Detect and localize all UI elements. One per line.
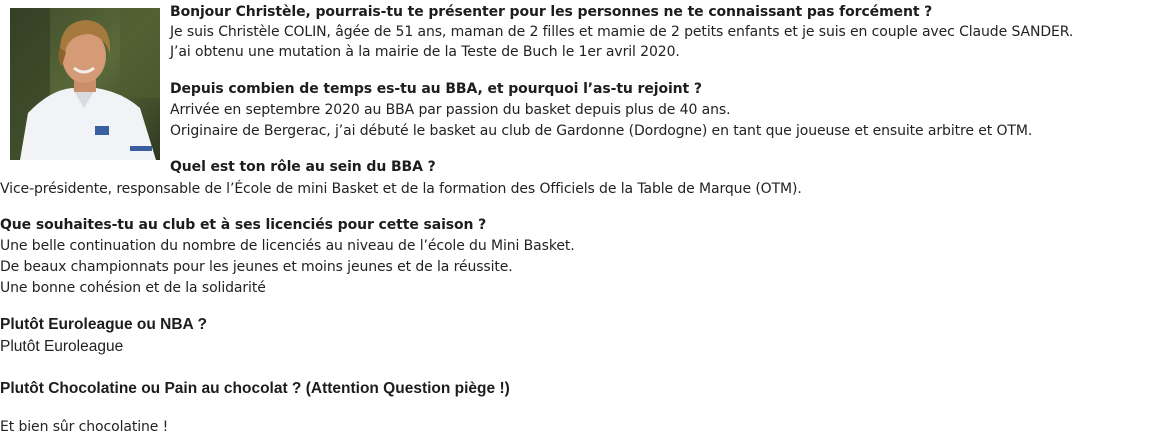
intro-answer-line-2: J’ai obtenu une mutation à la mairie de la Teste de Buch le 1er avril 2020.: [170, 44, 680, 60]
intro-question: Bonjour Christèle, pourrais-tu te présenter pour les personnes ne te connaissant pas forcément ?: [170, 4, 933, 20]
wishes-answer-line-3: Une bonne cohésion et de la solidarité: [0, 280, 266, 296]
intro-answer-line-1: Je suis Christèle COLIN, âgée de 51 ans, maman de 2 filles et mamie de 2 petits enfants et je suis en couple avec Claude SANDER.: [170, 24, 1074, 40]
wishes-question: Que souhaites-tu au club et à ses licenciés pour cette saison ?: [0, 217, 487, 233]
tenure-answer-line-2: Originaire de Bergerac, j’ai débuté le basket au club de Gardonne (Dordogne) en tant que joueuse et ensuite arbitre et OTM.: [170, 123, 1033, 139]
portrait-photo: [10, 8, 160, 160]
tenure-answer-line-1: Arrivée en septembre 2020 au BBA par passion du basket depuis plus de 40 ans.: [170, 102, 731, 118]
league-answer: Plutôt Euroleague: [0, 338, 124, 355]
wishes-answer-line-2: De beaux championnats pour les jeunes et moins jeunes et de la réussite.: [0, 259, 513, 275]
league-question: Plutôt Euroleague ou NBA ?: [0, 316, 207, 333]
tenure-question: Depuis combien de temps es-tu au BBA, et pourquoi l’as-tu rejoint ?: [170, 81, 702, 97]
wishes-answer-line-1: Une belle continuation du nombre de licenciés au niveau de l’école du Mini Basket.: [0, 238, 575, 254]
role-question: Quel est ton rôle au sein du BBA ?: [170, 159, 436, 175]
role-answer: Vice-présidente, responsable de l’École de mini Basket et de la formation des Officiels de la Table de Marque (OTM).: [0, 181, 802, 197]
pastry-answer: Et bien sûr chocolatine !: [0, 419, 169, 435]
pastry-question: Plutôt Chocolatine ou Pain au chocolat ? (Attention Question piège !): [0, 380, 510, 397]
